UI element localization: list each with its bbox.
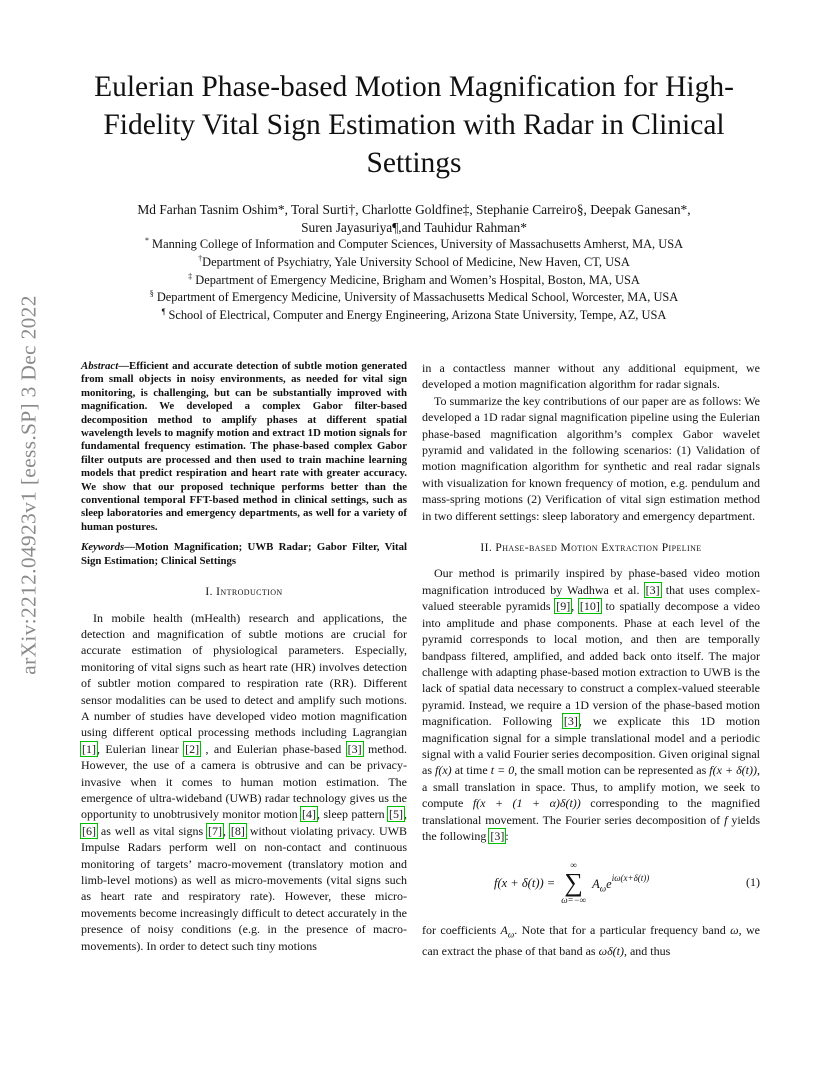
inline-math: f(x + (1 + α)δ(t)) bbox=[472, 796, 581, 811]
section-heading-introduction: I. Introduction bbox=[205, 586, 283, 599]
continued-paragraph: in a contactless manner without any additional equipment, we developed a motion magnification algorithm for radar signals. bbox=[422, 361, 760, 392]
abstract: Abstract—Efficient and accurate detection of subtle motion generated from small objects in noisy environments, as needed for vital sign monitoring, is challenging, but can be substantially improved with magnification. We developed a complex Gabor filter-based decomposition method to amplify phases at different spatial wavelength levels to magnify motion and extract 1D motion signals for fundamental frequency estimation. The phase-based complex Gabor filter outputs are processed and then used to train machine learning models that predict respiration and heart rate with greater accuracy. We show that our proposed technique performs better than the conventional temporal FFT-based method in clinical settings, such as sleep laboratories and emergency departments, as well for a variety of human postures. bbox=[81, 360, 407, 533]
author-line-1: Md Farhan Tasnim Oshim*, Toral Surti†, Charlotte Goldfine‡, Stephanie Carreiro§, Deepak Ganesan*, bbox=[137, 202, 691, 217]
left-column bbox=[81, 360, 407, 954]
inline-math: f bbox=[724, 812, 728, 827]
equation-term: $A_\omega e^{i\omega(x+\delta(t))}$ bbox=[592, 872, 650, 894]
arxiv-identifier: arXiv:2212.04923v1 [eess.SP] 3 Dec 2022 bbox=[16, 295, 41, 675]
citation-link[interactable]: [1] bbox=[82, 741, 96, 756]
citation-link[interactable]: [3] bbox=[347, 741, 362, 756]
citation-link[interactable]: [2] bbox=[185, 741, 200, 756]
affiliation-1: * Manning College of Information and Computer Sciences, University of Massachusetts Amherst, MA, USA bbox=[144, 235, 684, 251]
citation-link[interactable]: [3] bbox=[563, 714, 578, 729]
affiliation-list bbox=[70, 236, 758, 325]
equation-1 bbox=[422, 852, 760, 916]
author-line-2: Suren Jayasuriya¶,and Tauhidur Rahman* bbox=[301, 220, 527, 235]
citation-link[interactable]: [9] bbox=[556, 599, 571, 614]
contributions-paragraph: To summarize the key contributions of our paper are as follows: We developed a 1D radar signal magnification pipeline using the Eulerian phase-based magnification algorithm’s complex Gabor wavelet pyramid and validated in the following scenarios: (1) Validation of motion magnification algorithm for synthetic and real radar signals with visualization for known frequency of motion, e.g. pendulum and mass-spring motions (2) Verification of vital sign estimation method in two different settings: sleep laboratory and emergency department. bbox=[422, 393, 760, 523]
author-list bbox=[70, 201, 758, 237]
introduction-paragraph: In mobile health (mHealth) research and applications, the detection and magnification of subtle motions are crucial for accurate estimation of physiological parameters. Especially, monitoring of vital signs such as heart rate (HR) involves detection of subtler motion compared to respiration rate (RR). Different sensor modalities can be used to detect and amplify such motions. A number of studies have developed video motion magnification using different optical processing methods including Lagrangian [1], Eulerian linear [2] , and Eulerian phase-based [3] method. However, the use of a camera is obtrusive and can be privacy-invasive when it comes to human motion estimation. The emergence of ultra-wideband (UWB) radar technology gives us the opportunity to unobtrusively monitor motion [4], sleep pattern [5], [6] as well as vital signs [7], [8] without violating privacy. UWB Impulse Radars perform well on non-contact and continuous monitoring of targets’ macro-movement (translatory motion and limb-level motions) as well as micro-movements (vital signs such as heart rate and respiratory rate). However, these micro-movements become increasingly difficult to detect accurately in the presence of noisy conditions (e.g. in the presence of macro-movements). In order to detect such tiny motions bbox=[81, 610, 408, 953]
affiliation-4: § Department of Emergency Medicine, University of Massachusetts Medical School, Worcester, MA, USA bbox=[149, 289, 679, 305]
citation-link[interactable]: [4] bbox=[302, 807, 317, 822]
inline-math: f(x + δ(t)) bbox=[709, 763, 757, 778]
summation-symbol: ∞ ∑ ω=−∞ bbox=[561, 860, 587, 906]
affiliation-3: ‡ Department of Emergency Medicine, Brigham and Women’s Hospital, Boston, MA, USA bbox=[188, 271, 640, 287]
inline-math: t = 0 bbox=[490, 763, 515, 778]
paper-title: Eulerian Phase-based Motion Magnification for High-Fidelity Vital Sign Estimation with Radar in Clinical Settings bbox=[94, 71, 734, 179]
citation-link[interactable]: [5] bbox=[389, 807, 403, 822]
equation-number: (1) bbox=[746, 875, 760, 890]
citation-link[interactable]: [8] bbox=[230, 823, 245, 838]
post-equation-paragraph: for coefficients $A_\omega$. Note that for a particular frequency band ω, we can extract the phase of that band as ωδ(t), and thus bbox=[422, 923, 760, 959]
citation-link[interactable]: [6] bbox=[82, 823, 96, 838]
section-heading-pipeline: II. Phase-based Motion Extraction Pipeline bbox=[480, 542, 702, 555]
affiliation-2: †Department of Psychiatry, Yale University School of Medicine, New Haven, CT, USA bbox=[198, 253, 630, 269]
right-column bbox=[422, 360, 760, 960]
keywords: Keywords—Motion Magnification; UWB Radar; Gabor Filter, Vital Sign Estimation; Clinical Settings bbox=[81, 541, 407, 567]
inline-math: f(x) bbox=[435, 763, 452, 778]
citation-link[interactable]: [3] bbox=[490, 828, 505, 843]
citation-link[interactable]: [7] bbox=[208, 823, 223, 838]
citation-link[interactable]: [10] bbox=[579, 599, 600, 614]
equation-lhs: f(x + δ(t)) = bbox=[494, 876, 556, 891]
citation-link[interactable]: [3] bbox=[645, 582, 660, 597]
affiliation-5: ¶ School of Electrical, Computer and Energy Engineering, Arizona State University, Tempe, AZ, USA bbox=[161, 307, 667, 323]
method-paragraph: Our method is primarily inspired by phase-based video motion magnification introduced by Wadhwa et al. [3] that uses complex-valued steerable pyramids [9], [10] to spatially decompose a video into amplitude and phase components. Phase at each level of the pyramid corresponds to local motion, and then are temporally bandpass filtered, amplified, and added back onto itself. The major challenge with adapting phase-based motion extraction to UWB is the lack of spatial data necessary to construct a complex-valued steerable pyramid. Instead, we require a 1D version of the phase-based motion magnification. Following [3], we explicate this 1D motion magnification signal for a simple translational model and a periodic signal with a valid Fourier series decomposition. Given original signal as f(x) at time t = 0, the small motion can be represented as f(x + δ(t)), a small translation in space. Thus, to amplify motion, we seek to compute f(x + (1 + α)δ(t)) corresponding to the magnified translational movement. The Fourier series decomposition of f yields the following [3]: bbox=[422, 566, 760, 843]
